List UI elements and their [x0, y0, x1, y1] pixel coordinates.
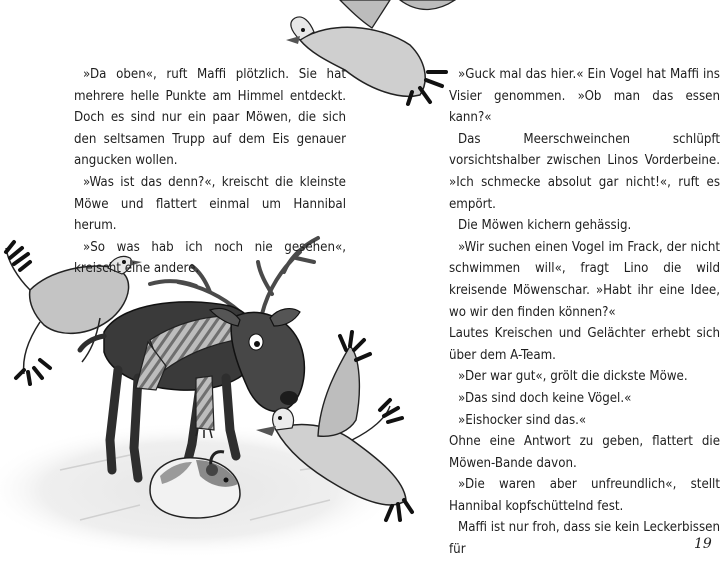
paragraph: »Wir suchen einen Vogel im Frack, der nicht schwimmen will«, fragt Lino die wild kreisende Möwenschar. »Habt ihr eine Idee, wo wir den finden können?« [449, 239, 720, 320]
paragraph: »Das sind doch keine Vögel.« [458, 390, 632, 406]
paragraph: »Die waren aber unfreundlich«, stellt Hannibal kopfschüttelnd fest. [449, 477, 720, 514]
paragraph: Maffi ist nur froh, dass sie kein Leckerbissen für [449, 520, 720, 558]
paragraph: Das Meerschweinchen schlüpft vorsichtshalber zwischen Linos Vorderbeine. »Ich schmecke absolut gar nicht!«, ruft es empört. [449, 131, 720, 212]
page-number: 19 [694, 536, 712, 552]
paragraph: »Guck mal das hier.« Ein Vogel hat Maffi ins Visier genommen. »Ob man das essen kann?« [449, 67, 720, 126]
paragraph: »So was hab ich noch nie gesehen«, kreischt eine andere. [74, 239, 346, 277]
paragraph: Ohne eine Antwort zu geben, flattert die Möwen-Bande davon. [449, 434, 720, 471]
paragraph: »Da oben«, ruft Maffi plötzlich. Sie hat mehrere helle Punkte am Himmel entdeckt. Doch es sind nur ein paar Möwen, die sich den seltsamen Trupp auf dem Eis genauer angucken wollen. [74, 67, 346, 169]
paragraph: »Eishocker sind das.« [458, 412, 587, 428]
paragraph: »Der war gut«, grölt die dickste Möwe. [458, 369, 688, 385]
right-text-column [449, 64, 720, 561]
left-text-column [74, 64, 346, 280]
paragraph: Die Möwen kichern gehässig. [458, 218, 632, 234]
paragraph: »Was ist das denn?«, kreischt die kleinste Möwe und flattert einmal um Hannibal herum. [74, 174, 346, 234]
paragraph: Lautes Kreischen und Gelächter erhebt sich über dem A-Team. [449, 326, 720, 363]
